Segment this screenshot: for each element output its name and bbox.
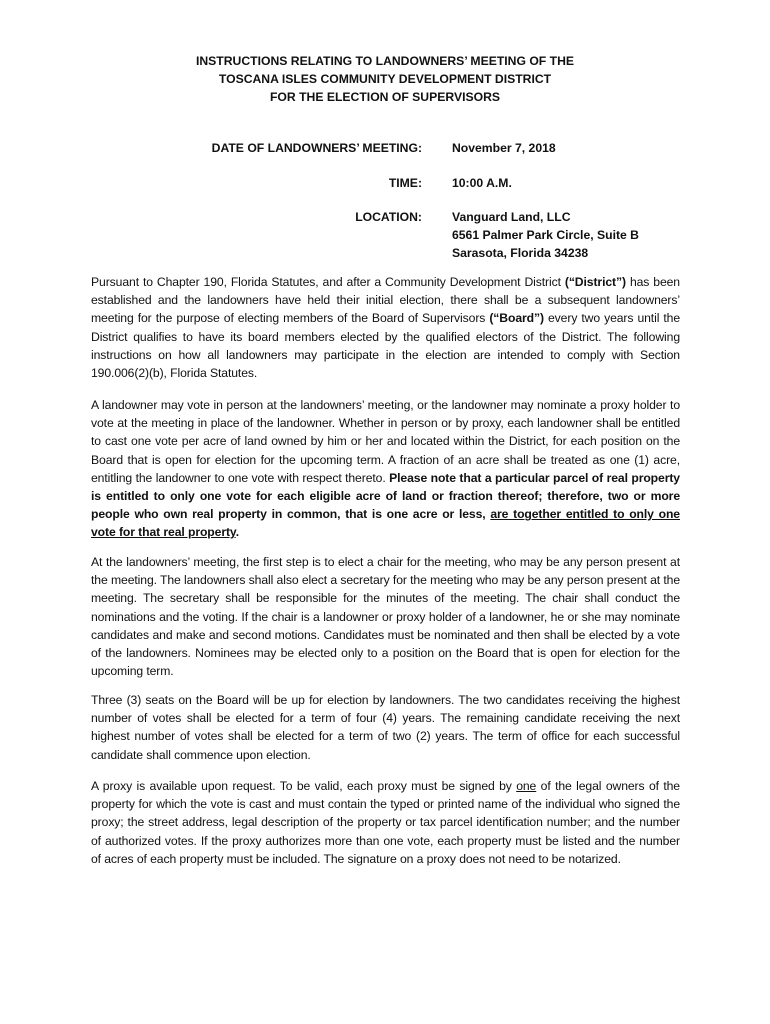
title-line-1: INSTRUCTIONS RELATING TO LANDOWNERS’ MEETING OF THE bbox=[195, 54, 575, 68]
title-line-2: TOSCANA ISLES COMMUNITY DEVELOPMENT DISTRICT bbox=[218, 72, 552, 86]
location-line-2: 6561 Palmer Park Circle, Suite B bbox=[452, 228, 639, 242]
p2-text-a: A landowner may vote in person at the landowners’ meeting, or the landowner may nominate a proxy holder to vote at the meeting in place of the landowner. Whether in person or by proxy, each landowner shall be entitled to cast one vote per acre of land owned by him or her and located within the District, for each position on the Board that is open for election for the upcoming term. A fraction of an acre shall be treated as one (1) acre, entitling the landowner to one vote with respect thereto. bbox=[91, 398, 680, 485]
paragraph-statute bbox=[91, 273, 680, 382]
time-label: TIME: bbox=[388, 176, 422, 190]
p5-text-c: of the legal owners of the property for which the vote is cast and must contain the typed or printed name of the individual who signed the proxy; the street address, legal description of the property or tax parcel identification number; and the number of authorized votes. If the proxy authorizes more than one vote, each property must be listed and the number of acres of each property must be included. The signature on a proxy does not need to be notarized. bbox=[91, 779, 680, 866]
title-line-3: FOR THE ELECTION OF SUPERVISORS bbox=[269, 90, 500, 104]
paragraph-seats: Three (3) seats on the Board will be up for election by landowners. The two candidates receiving the highest number of votes shall be elected for a term of four (4) years. The remaining candidate receiving the next highest number of votes shall be elected for a term of two (2) years. The term of office for each successful candidate shall commence upon election. bbox=[91, 693, 680, 762]
paragraph-proxy bbox=[91, 777, 680, 868]
p2-period: . bbox=[235, 525, 240, 540]
p2-notice: Please note that a particular parcel of real property is entitled to only one vote for each eligible acre of land or fraction thereof; therefore, two or more people who own real property in common, that is one acre or less, bbox=[91, 470, 680, 522]
p2-notice-underlined: are together entitled to only one vote for that real property bbox=[91, 507, 680, 540]
paragraph-voting bbox=[91, 396, 680, 542]
date-value: November 7, 2018 bbox=[452, 141, 556, 155]
document-title bbox=[0, 52, 770, 106]
p1-text-c: has been established and the landowners have held their initial election, there shall be a subsequent landowners’ meeting for the purpose of electing members of the Board of Supervisors bbox=[91, 275, 680, 326]
p5-text-a: A proxy is available upon request. To be valid, each proxy must be signed by bbox=[91, 779, 517, 793]
time-value: 10:00 A.M. bbox=[452, 176, 512, 190]
date-label: DATE OF LANDOWNERS’ MEETING: bbox=[211, 141, 422, 155]
location-line-1: Vanguard Land, LLC bbox=[452, 210, 571, 224]
board-term: (“Board”) bbox=[489, 311, 544, 326]
p1-text-e: every two years until the District qualifies to have its board members elected by the qualified electors of the District. The following instructions on how all landowners may participate in the election are intended to comply with Section 190.006(2)(b), Florida Statutes. bbox=[91, 311, 680, 381]
location-line-3: Sarasota, Florida 34238 bbox=[452, 246, 589, 260]
location-label: LOCATION: bbox=[355, 210, 422, 224]
p1-text-a: Pursuant to Chapter 190, Florida Statutes, and after a Community Development District bbox=[91, 275, 565, 289]
district-term: (“District”) bbox=[564, 275, 626, 289]
paragraph-meeting-procedure: At the landowners’ meeting, the first step is to elect a chair for the meeting, who may be any person present at the meeting. The landowners shall also elect a secretary for the meeting who may be any person present at the meeting. The secretary shall be responsible for the minutes of the meeting. The chair shall conduct the nominations and the voting. If the chair is a landowner or proxy holder of a landowner, he or she may nominate candidates and make and second motions. Candidates must be nominated and then shall be elected by a vote of the landowners. Nominees may be elected only to a position on the Board that is open for election for the upcoming term. bbox=[91, 555, 680, 679]
p5-one-underlined: one bbox=[516, 779, 537, 793]
